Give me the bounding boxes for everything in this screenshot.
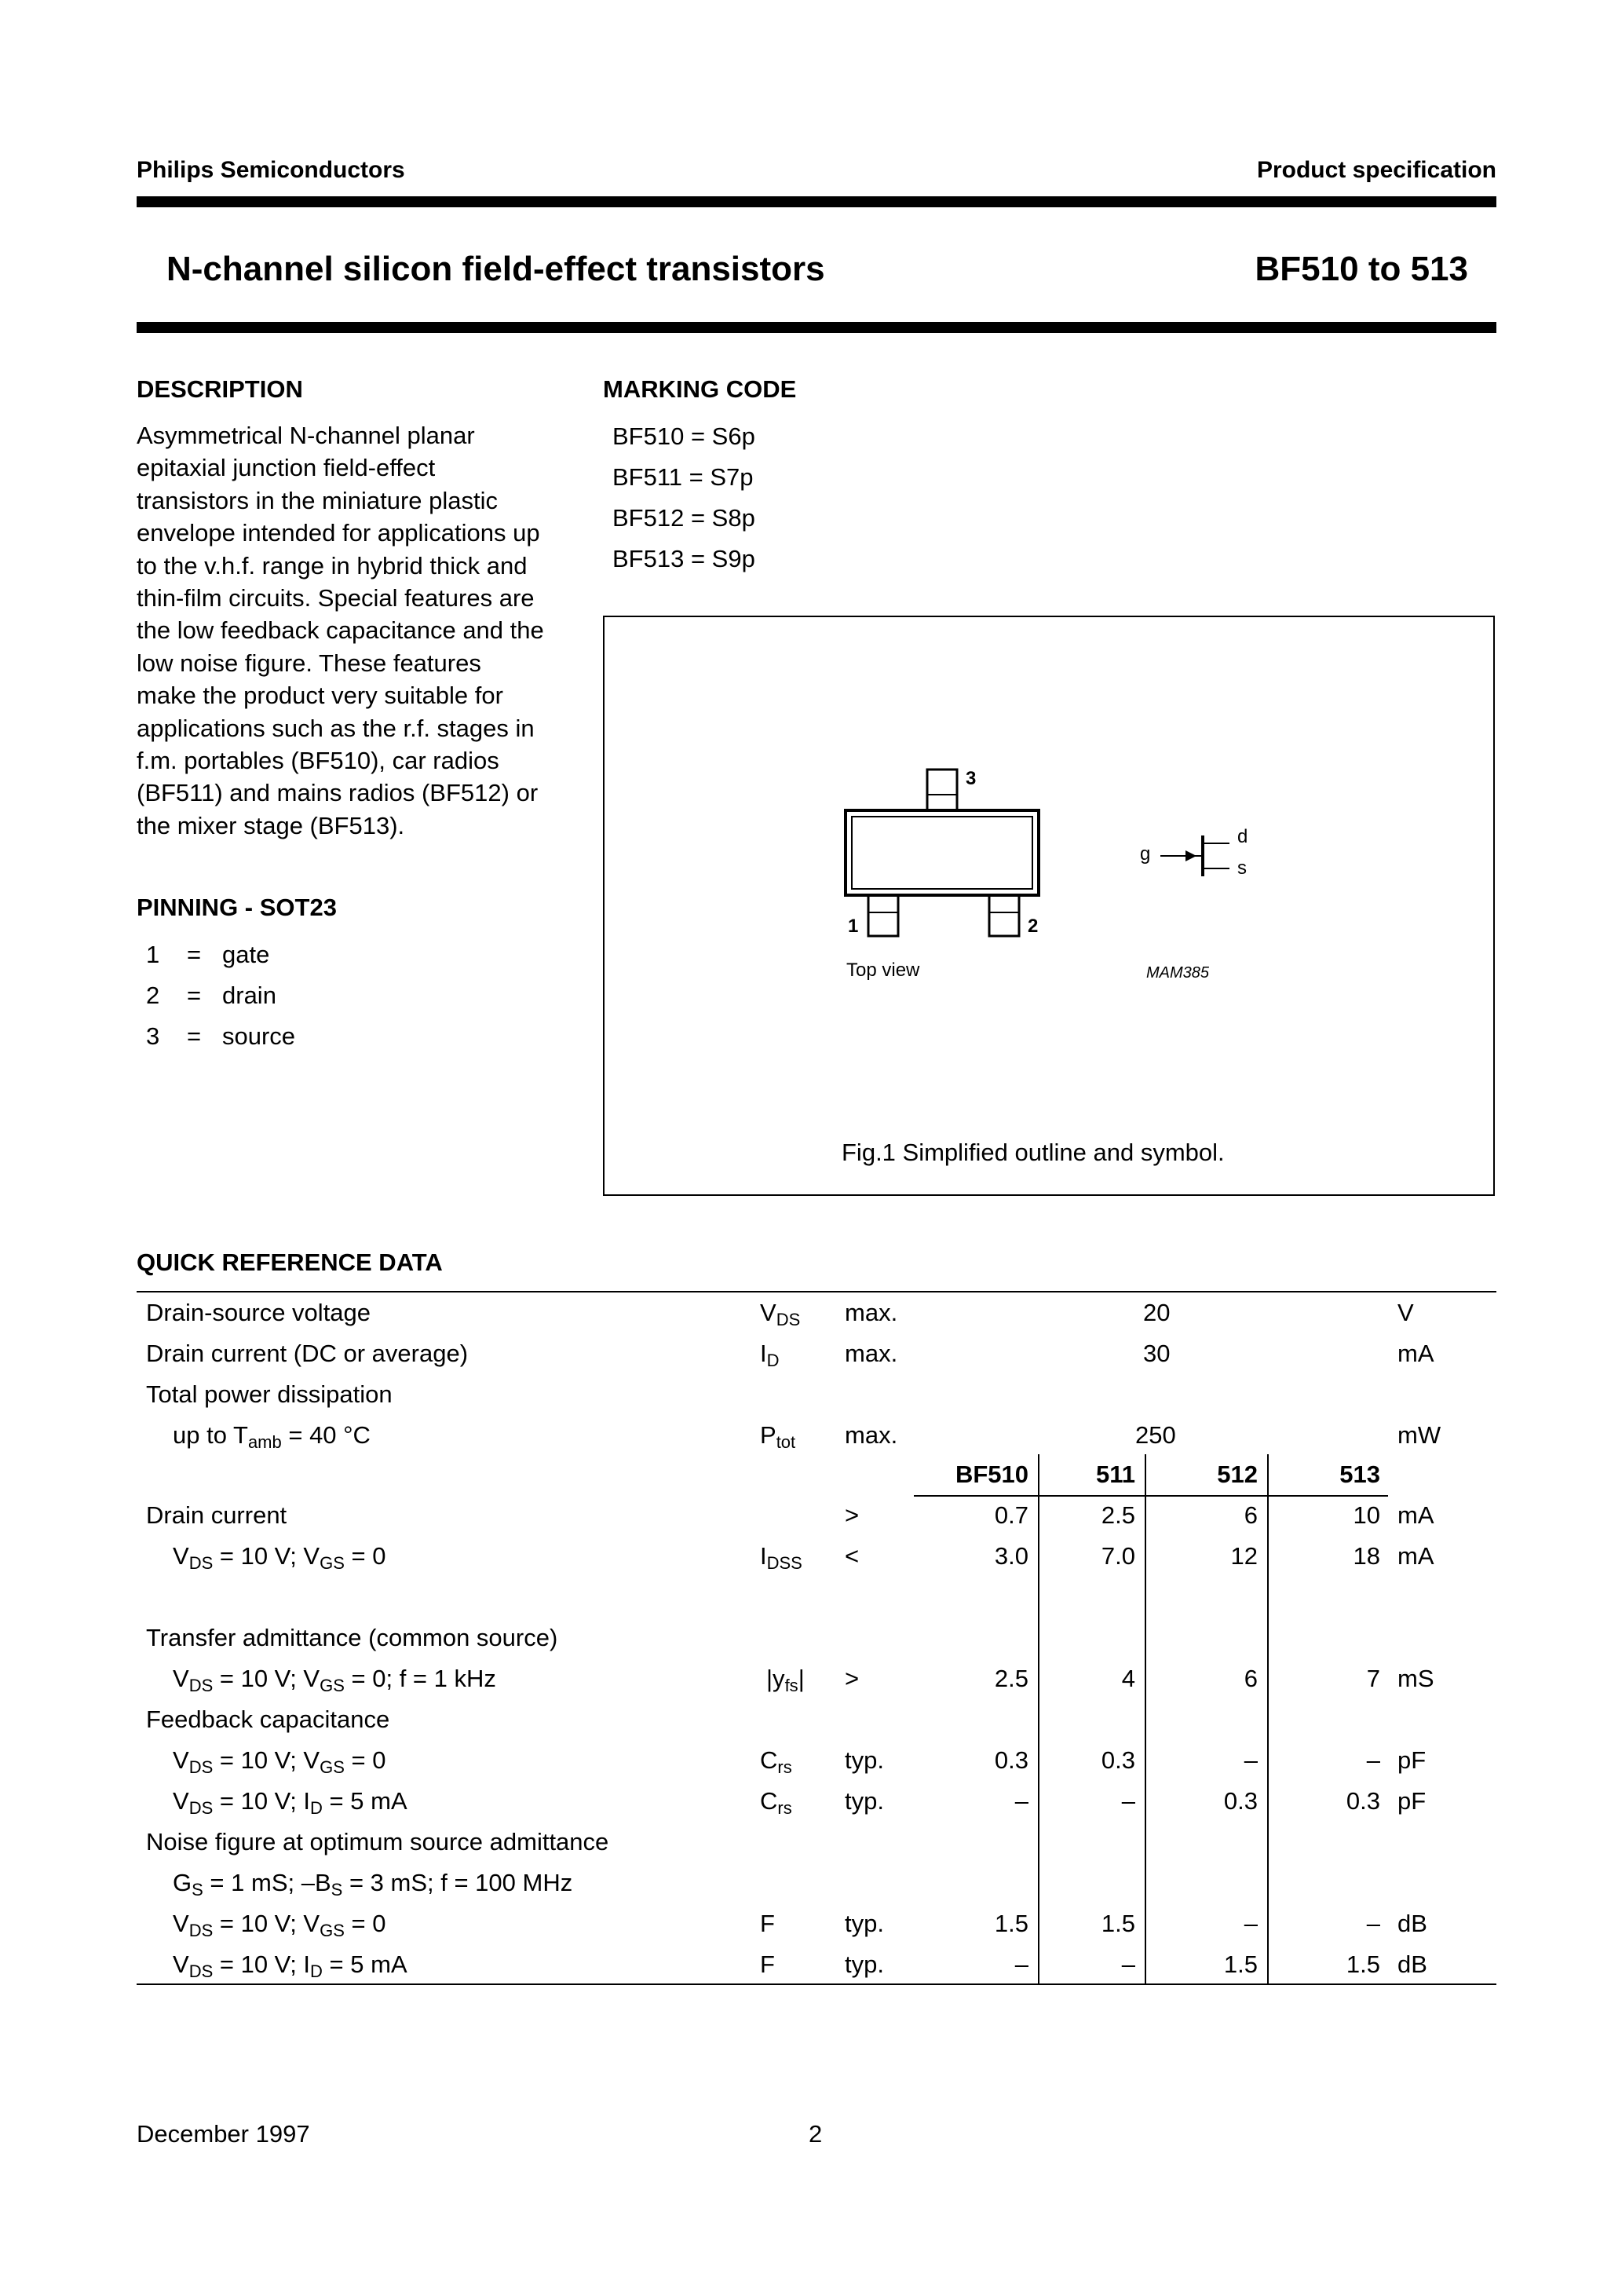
qrd-condition-line: $V_{DS} = 10$ V; $V_{GS} = 0$	[173, 1746, 386, 1777]
document-title: N-channel silicon field-effect transistors	[166, 250, 825, 288]
column-header-rule	[914, 1495, 1388, 1497]
column-separator	[1145, 1454, 1146, 1983]
qrd-value: –	[1366, 1746, 1380, 1774]
qrd-label: Feedback capacitance	[146, 1706, 390, 1733]
qrd-unit: dB	[1397, 1951, 1427, 1978]
description-line: the mixer stage (BF513).	[137, 811, 405, 839]
qrd-condition: max.	[845, 1340, 898, 1367]
pin-equals: =	[187, 1022, 202, 1050]
document-type: Product specification	[1256, 157, 1496, 183]
qrd-unit: V	[1397, 1299, 1414, 1326]
pin-number: 3	[146, 1022, 160, 1050]
qrd-label: Transfer admittance (common source)	[146, 1624, 558, 1651]
qrd-label: Total power dissipation	[146, 1380, 393, 1408]
qrd-unit: dB	[1397, 1910, 1427, 1937]
qrd-value: 4	[1121, 1665, 1135, 1692]
qrd-label: Drain-source voltage	[146, 1299, 371, 1326]
qrd-condition: >	[845, 1501, 860, 1529]
qrd-value: 1.5	[1223, 1951, 1258, 1978]
qrd-value: 7.0	[1101, 1542, 1135, 1570]
header-rule-top	[137, 196, 1496, 207]
qrd-bottom-rule	[137, 1983, 1496, 1985]
qrd-condition-line: up to $T_{amb} = 40$ °C	[173, 1421, 371, 1452]
pin-number: 2	[146, 982, 160, 1009]
page-number: 2	[809, 2120, 823, 2148]
qrd-value: 250	[1135, 1421, 1176, 1449]
qrd-symbol: F	[760, 1910, 775, 1937]
gate-label: g	[1140, 843, 1151, 865]
qrd-symbol: $|y_{fs}|$	[766, 1665, 805, 1695]
qrd-value: 0.3	[994, 1746, 1028, 1774]
description-text	[137, 419, 576, 842]
qrd-value: 3.0	[994, 1542, 1028, 1570]
qrd-value: –	[1121, 1787, 1135, 1815]
qrd-value: 0.3	[1101, 1746, 1135, 1774]
pin-3-label: 3	[966, 768, 977, 789]
column-header: 513	[1339, 1461, 1380, 1488]
pin-1-lead	[868, 895, 898, 936]
part-range: BF510 to 513	[1255, 250, 1468, 288]
qrd-unit: mA	[1397, 1340, 1434, 1367]
pin-1-label: 1	[848, 916, 859, 937]
pin-name: source	[222, 1022, 296, 1050]
description-line: to the v.h.f. range in hybrid thick and	[137, 551, 528, 579]
column-separator	[1038, 1454, 1039, 1983]
qrd-condition: typ.	[845, 1910, 884, 1937]
figure-code: MAM385	[1146, 964, 1210, 982]
qrd-value: 2.5	[994, 1665, 1028, 1692]
header-rule-bottom	[137, 322, 1496, 333]
qrd-condition-line: $V_{DS} = 10$ V; $V_{GS} = 0$	[173, 1542, 386, 1573]
qrd-value: 12	[1230, 1542, 1258, 1570]
qrd-value: 1.5	[1101, 1910, 1135, 1937]
description-line: low noise figure. These features	[137, 649, 481, 677]
qrd-value: 6	[1244, 1665, 1258, 1692]
pin-2-label: 2	[1028, 916, 1039, 937]
qrd-label: Noise figure at optimum source admittance	[146, 1828, 609, 1855]
pin-name: drain	[222, 982, 276, 1009]
source-label: s	[1237, 857, 1247, 879]
qrd-condition: typ.	[845, 1951, 884, 1978]
qrd-top-rule	[137, 1291, 1496, 1292]
pin-equals: =	[187, 982, 202, 1009]
qrd-condition: typ.	[845, 1746, 884, 1774]
description-line: envelope intended for applications up	[137, 519, 540, 547]
qrd-symbol: $V_{DS}$	[760, 1299, 801, 1329]
description-line: thin-film circuits. Special features are	[137, 584, 535, 612]
description-line: make the product very suitable for	[137, 682, 503, 710]
package-body	[846, 810, 1039, 895]
qrd-unit: mA	[1397, 1542, 1434, 1570]
qrd-value: –	[1121, 1951, 1135, 1978]
qrd-condition: max.	[845, 1421, 898, 1449]
qrd-condition-line: $V_{DS} = 10$ V; $V_{GS} = 0$; f = 1 kHz	[173, 1665, 496, 1695]
description-heading: DESCRIPTION	[137, 375, 303, 403]
qrd-condition: >	[845, 1665, 860, 1692]
column-header: 512	[1217, 1461, 1258, 1488]
marking-heading: MARKING CODE	[603, 375, 797, 403]
qrd-unit: mA	[1397, 1501, 1434, 1529]
qrd-value: –	[1014, 1787, 1028, 1815]
qrd-label: Drain current (DC or average)	[146, 1340, 469, 1367]
qrd-value: –	[1244, 1910, 1258, 1937]
description-line: f.m. portables (BF510), car radios	[137, 747, 499, 775]
description-line: the low feedback capacitance and the	[137, 616, 544, 645]
marking-code: BF511 = S7p	[612, 463, 754, 491]
pin-2-lead	[989, 895, 1019, 936]
qrd-condition-line: $V_{DS} = 10$ V; $I_D = 5$ mA	[173, 1787, 407, 1818]
qrd-value: 6	[1244, 1501, 1258, 1529]
marking-code: BF513 = S9p	[612, 545, 755, 572]
qrd-symbol: $I_{DSS}$	[760, 1542, 802, 1573]
column-header: BF510	[955, 1461, 1028, 1488]
qrd-value: 2.5	[1101, 1501, 1135, 1529]
description-line: epitaxial junction field-effect	[137, 454, 436, 482]
marking-code: BF510 = S6p	[612, 422, 755, 450]
qrd-condition-line: $V_{DS} = 10$ V; $I_D = 5$ mA	[173, 1951, 407, 1981]
qrd-symbol: $P_{tot}$	[760, 1421, 796, 1452]
qrd-value: 0.7	[994, 1501, 1028, 1529]
qrd-value: 20	[1143, 1299, 1171, 1326]
description-line: transistors in the miniature plastic	[137, 486, 499, 514]
qrd-value: 30	[1143, 1340, 1171, 1367]
qrd-value: 0.3	[1223, 1787, 1258, 1815]
description-line: Asymmetrical N-channel planar	[137, 422, 475, 449]
top-view-label: Top view	[846, 960, 920, 981]
column-separator	[1267, 1454, 1269, 1983]
pin-number: 1	[146, 941, 160, 968]
footer-date: December 1997	[137, 2120, 310, 2148]
company-name: Philips Semiconductors	[137, 157, 405, 183]
qrd-value: 0.3	[1346, 1787, 1380, 1815]
qrd-value: –	[1244, 1746, 1258, 1774]
qrd-condition: max.	[845, 1299, 898, 1326]
pin-name: gate	[222, 941, 270, 968]
qrd-symbol: $C_{rs}$	[760, 1787, 792, 1818]
qrd-symbol: $I_D$	[760, 1340, 780, 1370]
qrd-condition-line: $G_S = 1$ mS; $-B_S = 3$ mS; f = 100 MHz	[173, 1869, 573, 1899]
pinning-heading: PINNING - SOT23	[137, 894, 337, 921]
description-line: (BF511) and mains radios (BF512) or	[137, 779, 539, 807]
marking-code: BF512 = S8p	[612, 504, 755, 532]
description-line: applications such as the r.f. stages in	[137, 714, 535, 742]
jfet-symbol	[1154, 824, 1248, 887]
qrd-symbol: $C_{rs}$	[760, 1746, 792, 1777]
qrd-unit: mW	[1397, 1421, 1441, 1449]
qrd-value: 1.5	[1346, 1951, 1380, 1978]
qrd-heading: QUICK REFERENCE DATA	[137, 1249, 443, 1276]
qrd-unit: pF	[1397, 1746, 1427, 1774]
qrd-condition-line: $V_{DS} = 10$ V; $V_{GS} = 0$	[173, 1910, 386, 1940]
drain-label: d	[1237, 826, 1248, 847]
qrd-value: 1.5	[994, 1910, 1028, 1937]
figure-caption: Fig.1 Simplified outline and symbol.	[842, 1139, 1225, 1166]
qrd-condition: <	[845, 1542, 860, 1570]
qrd-symbol: F	[760, 1951, 775, 1978]
qrd-condition: typ.	[845, 1787, 884, 1815]
qrd-value: –	[1014, 1951, 1028, 1978]
qrd-unit: pF	[1397, 1787, 1427, 1815]
qrd-value: 7	[1366, 1665, 1380, 1692]
qrd-unit: mS	[1397, 1665, 1434, 1692]
column-header: 511	[1095, 1461, 1135, 1488]
qrd-value: 18	[1353, 1542, 1380, 1570]
qrd-value: –	[1366, 1910, 1380, 1937]
qrd-label: Drain current	[146, 1501, 287, 1529]
pin-equals: =	[187, 941, 202, 968]
qrd-value: 10	[1353, 1501, 1380, 1529]
pin-3-lead	[927, 770, 957, 810]
